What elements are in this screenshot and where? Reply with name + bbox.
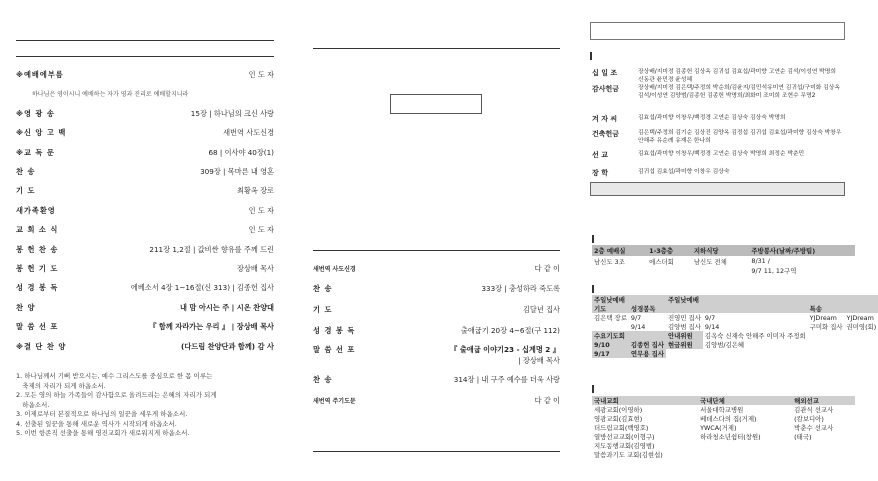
table-cell bbox=[845, 295, 878, 304]
worship-row-label: 성 경 봉 독 bbox=[16, 283, 59, 293]
worship-row bbox=[16, 109, 274, 120]
worship-row-label: 새가족환영 bbox=[16, 205, 56, 215]
worship-row-value: 내 맘 아시는 주 | 시온 찬양대 bbox=[179, 302, 274, 312]
table-cell: 현금위원 bbox=[666, 340, 703, 349]
table-cell: 김종헌 집사 bbox=[630, 341, 664, 349]
table-cell: 진영민 집사 bbox=[668, 314, 701, 322]
table-cell: 김양범 집사 bbox=[668, 323, 701, 331]
offering-names: 장상배/지미정 김종헌 김상옥 김귀섭 김효섭/곽미향 고연순 김석/이성연 박명희 신동관 윤민경 윤성혜 bbox=[638, 69, 836, 83]
worship-row-label: 기 도 bbox=[16, 186, 36, 196]
worship-row bbox=[16, 342, 274, 353]
motto-box bbox=[590, 22, 845, 40]
table-cell bbox=[808, 295, 845, 304]
table-cell: 특송 bbox=[808, 304, 845, 313]
table-cell: 김옥숙 신재숙 안해주 이미자 주정희 bbox=[704, 332, 806, 340]
table-cell bbox=[629, 295, 666, 304]
table-cell: 주일낮예배 bbox=[592, 295, 629, 304]
table-cell bbox=[666, 349, 703, 358]
table-cell: 서울대학교병원 bbox=[700, 406, 744, 414]
table-cell: 지하식당 bbox=[692, 245, 750, 256]
offering-type: 선 교 bbox=[592, 151, 608, 159]
wednesday-row-value: | 장상배 목사 bbox=[518, 356, 560, 365]
mission-title bbox=[592, 385, 597, 394]
wednesday-row bbox=[313, 375, 560, 386]
wednesday-row-label: 말 씀 선 포 bbox=[313, 345, 356, 354]
worship-row-value: 에베소서 4장 1~16절(신 313) | 김종헌 집사 bbox=[130, 283, 274, 293]
table-row bbox=[592, 405, 855, 414]
table-row bbox=[592, 266, 855, 275]
table-cell: 해외선교 bbox=[792, 396, 855, 405]
wednesday-row bbox=[313, 305, 560, 316]
table-cell bbox=[629, 331, 666, 340]
table-cell bbox=[792, 441, 855, 450]
worship-row bbox=[16, 128, 274, 139]
prayer-line: 축제의 자리가 되게 하옵소서. bbox=[16, 381, 106, 390]
wednesday-row bbox=[313, 326, 560, 337]
table-row bbox=[592, 304, 878, 313]
online-account bbox=[590, 182, 845, 196]
table-row bbox=[592, 349, 878, 358]
table-cell bbox=[703, 304, 808, 313]
table-cell: 하라청소년쉼터(창원) bbox=[700, 433, 761, 441]
wednesday-row-label: 찬 송 bbox=[313, 375, 333, 384]
worship-row-label: ※예배에부름 bbox=[16, 70, 64, 79]
table-cell: (캄보디아) bbox=[794, 415, 824, 423]
table-cell bbox=[845, 340, 878, 349]
prayer-line: 1. 하나님께서 기뻐 받으시는, 예수 그리스도를 중심으로 한 몸 이루는 bbox=[16, 372, 213, 380]
next-week-table bbox=[592, 295, 877, 358]
wednesday-row-value: 김달년 집사 bbox=[522, 305, 560, 314]
table-cell: YJDream bbox=[846, 313, 874, 322]
worship-row-label: ※신 앙 고 백 bbox=[16, 128, 67, 138]
table-cell bbox=[698, 441, 792, 450]
worship-row bbox=[16, 148, 274, 159]
worship-row-value: 장상배 목사 bbox=[236, 264, 274, 273]
table-cell: YWCA(거제) bbox=[700, 424, 737, 432]
table-cell: 성경봉독 bbox=[629, 304, 666, 313]
wednesday-row bbox=[313, 284, 560, 295]
worship-row bbox=[16, 89, 274, 100]
worship-row-value: 『 함께 자라가는 우리 』 | 장상배 목사 bbox=[149, 322, 274, 332]
table-cell: 말씀과기도 교회(김현섭) bbox=[594, 451, 663, 459]
table bbox=[592, 295, 878, 358]
table-cell bbox=[808, 340, 845, 349]
offering-type: 겨 자 씨 bbox=[592, 115, 618, 123]
table-cell: 기도 bbox=[592, 304, 629, 313]
worship-row-label: 찬 송 bbox=[16, 167, 36, 176]
event-box-frame bbox=[390, 94, 482, 114]
table-cell: 1-3층층 bbox=[647, 245, 692, 256]
worship-row-value: 309장 | 목마른 내 영혼 bbox=[200, 167, 274, 176]
offering-title bbox=[590, 52, 595, 61]
table-cell: 지도동행교회(김영범) bbox=[594, 442, 655, 450]
worship-row-value: 최황옥 장로 bbox=[236, 186, 274, 196]
worship-row bbox=[16, 303, 274, 314]
worship-row-value: 15장 | 하나님의 크신 사랑 bbox=[190, 108, 274, 118]
benediction-row bbox=[16, 456, 274, 467]
prayer-line: 2. 모든 영의 하늘 가족들이 감사함으로 올려드리는 은혜의 자리가 되게 bbox=[16, 391, 217, 399]
offering-type: 건축헌금 bbox=[592, 130, 620, 138]
table-cell: 9/14 bbox=[630, 322, 646, 331]
serve-table bbox=[592, 245, 855, 275]
table bbox=[592, 245, 855, 275]
wednesday-row-value: 333장 | 충성하라 죽도록 bbox=[481, 284, 560, 293]
worship-row-value: 인 도 자 bbox=[248, 205, 274, 215]
table-cell bbox=[666, 304, 703, 313]
table-cell: 8/31 / bbox=[751, 257, 770, 265]
worship-row-label: ※결 단 찬 양 bbox=[16, 341, 67, 351]
worship-row-label: 봉 헌 찬 송 bbox=[16, 244, 59, 254]
offering-type: 십 일 조 bbox=[592, 69, 618, 77]
worship-row-value: 211장 1,2절 | 값비싼 향유를 주께 드린 bbox=[149, 244, 274, 254]
wednesday-row-value: 『 출애굽 이야기23 - 십계명 2 』 bbox=[450, 345, 560, 354]
table-cell bbox=[703, 295, 808, 304]
table-row bbox=[592, 340, 878, 349]
wednesday-row bbox=[313, 356, 560, 367]
worship-row-label: ※영 광 송 bbox=[16, 108, 55, 118]
worship-row-value: 하나님은 영이시니 예배하는 자가 영과 진리로 예배할지니라 bbox=[32, 91, 189, 99]
worship-row-label: ※교 독 문 bbox=[16, 147, 55, 157]
table-cell bbox=[792, 450, 855, 459]
wednesday-row-label: 새번역 주기도문 bbox=[313, 398, 356, 405]
worship-row bbox=[16, 225, 274, 236]
prayer-line: 4. 선출된 일꾼을 통해 새로운 역사가 시작되게 하옵소서. bbox=[16, 419, 177, 428]
worship-row-value: (다드림 찬양단과 함께) 감 사 bbox=[181, 341, 274, 351]
table-cell: 국내교회 bbox=[592, 396, 698, 405]
wednesday-row-label: 찬 송 bbox=[313, 284, 333, 293]
worship-row bbox=[16, 186, 274, 197]
table-row bbox=[592, 245, 855, 256]
worship-row bbox=[16, 245, 274, 256]
table-cell bbox=[592, 322, 629, 331]
table-row bbox=[592, 396, 855, 405]
afternoon-and-wednesday-column bbox=[295, 0, 570, 481]
table-cell: 주방봉사(날짜/주방팀) bbox=[749, 245, 855, 256]
table-cell bbox=[845, 331, 878, 340]
worship-row-label: 봉 헌 기 도 bbox=[16, 264, 59, 273]
worship-row-value: 68 | 이사야 40장(1) bbox=[208, 147, 274, 157]
worship-row bbox=[16, 206, 274, 217]
worship-row bbox=[16, 167, 274, 178]
table-cell bbox=[703, 349, 808, 358]
table-cell bbox=[647, 266, 692, 275]
table-row bbox=[592, 256, 855, 266]
wednesday-row-value: 다 같 이 bbox=[534, 396, 560, 405]
worship-row bbox=[16, 322, 274, 333]
table-cell bbox=[592, 266, 647, 275]
table-cell: 구미화 집사 bbox=[809, 323, 843, 331]
table-cell: 김은택 장로 bbox=[594, 314, 627, 322]
table-cell: 박춘수 선교사 bbox=[794, 424, 834, 432]
table-cell: 김양범/김은혜 bbox=[704, 341, 745, 349]
table-cell: 9/7 bbox=[630, 313, 642, 322]
table-cell bbox=[692, 266, 750, 275]
wednesday-row-value: 출애굽기 20장 4~6절(구 112) bbox=[460, 326, 560, 335]
sunday-morning-service-column bbox=[0, 0, 290, 481]
worship-row bbox=[16, 283, 274, 294]
table-row bbox=[592, 295, 878, 304]
serve-title bbox=[592, 235, 597, 244]
table-cell: YJDream bbox=[809, 313, 837, 322]
table-cell: 베데스다의 집(거제) bbox=[700, 415, 757, 423]
wednesday-row-label: 성 경 봉 독 bbox=[313, 326, 356, 335]
offering-and-service-column bbox=[580, 0, 877, 481]
table-row bbox=[592, 322, 878, 331]
table-cell: 권미영(회) bbox=[846, 323, 877, 331]
wednesday-row bbox=[313, 396, 560, 407]
table-cell: 주일낮예배 bbox=[666, 295, 703, 304]
table-cell: 9/7 11, 12구역 bbox=[751, 267, 797, 275]
table-cell bbox=[698, 450, 792, 459]
table-cell: 안내위원 bbox=[666, 331, 703, 340]
table-row bbox=[592, 414, 855, 423]
offering-type: 장 학 bbox=[592, 169, 608, 177]
wednesday-row-label: 새번역 사도신경 bbox=[313, 266, 356, 273]
table-cell: 에스더회 bbox=[649, 257, 674, 266]
table-cell: 2층 예배실 bbox=[592, 245, 647, 256]
worship-row-label: 찬 양 bbox=[16, 302, 36, 312]
worship-row-value: 새번역 사도신경 bbox=[223, 128, 274, 138]
prayer-line: 3. 이제로부터 본질적으로 하나님의 일꾼을 세우게 하옵소서. bbox=[16, 410, 188, 418]
worship-row bbox=[16, 70, 274, 81]
next-week-title bbox=[592, 285, 597, 294]
table-cell: 연무용 집사 bbox=[630, 350, 664, 358]
worship-row-label: 말 씀 선 포 bbox=[16, 322, 59, 332]
table-cell bbox=[808, 349, 845, 358]
table-cell: 영광교회(김효현) bbox=[594, 415, 643, 423]
worship-row-label: 교 회 소 식 bbox=[16, 225, 59, 235]
table-cell: 열방선교교회(이형구) bbox=[594, 433, 655, 441]
offering-names: 김귀섭 김효섭/곽미향 이창우 김상숙 bbox=[638, 169, 730, 175]
worship-row-value: 인 도 자 bbox=[248, 70, 274, 79]
table-cell bbox=[845, 304, 878, 313]
table-cell: 수요기도회 bbox=[592, 331, 629, 340]
wednesday-row bbox=[313, 345, 560, 356]
table-cell: 더드림교회(백영호) bbox=[594, 424, 649, 432]
table-cell: 9/10 bbox=[592, 340, 629, 349]
table-cell: (태국) bbox=[794, 433, 812, 441]
offering-type: 감사헌금 bbox=[592, 85, 620, 93]
offering-names: 김은택/주정희 김기순 김상진 김양옥 김정섭 김귀섭 김효섭/곽미향 김상숙 박창우 안해주 유순례 유재은 한나희 bbox=[638, 130, 842, 144]
table-cell bbox=[808, 331, 845, 340]
prayer-line: 5. 이번 항존직 선출을 통해 영진교회가 새로워지게 하옵소서. bbox=[16, 429, 190, 437]
offering-names: 장상배/지미정 김은택/주정희 박순희/김윤지/김민석유미연 김귀섭/구미화 김상옥 김석/이성연 김양범/김종헌 김종헌 박명희/최화미 조미희 조현수 무명2 bbox=[638, 85, 840, 99]
wednesday-row bbox=[313, 264, 560, 275]
wednesday-row-label: 기 도 bbox=[313, 305, 333, 314]
worship-row bbox=[16, 264, 274, 275]
table-row bbox=[592, 331, 878, 340]
table-cell: 국내단체 bbox=[698, 396, 792, 405]
prayer-line: 하옵소서. bbox=[16, 400, 50, 409]
wednesday-row-value: 314장 | 내 구주 예수를 더욱 사랑 bbox=[453, 375, 560, 384]
table-cell: 9/7 bbox=[704, 313, 716, 322]
table-cell: 김관식 선교사 bbox=[794, 406, 834, 414]
offering-names: 김효섭/곽미향 이창우/백정경 고연순 김상숙 박명희 최정순 박춘민 bbox=[638, 151, 805, 157]
table-row bbox=[592, 313, 878, 322]
table-cell: 남신도 3조 bbox=[594, 257, 625, 266]
table bbox=[592, 396, 855, 459]
table-row bbox=[592, 441, 855, 450]
table-cell: 남신도 전체 bbox=[693, 257, 727, 266]
table-row bbox=[592, 423, 855, 432]
mission-table bbox=[592, 396, 855, 459]
table-cell: 9/17 bbox=[592, 349, 629, 358]
worship-row-value: 인 도 자 bbox=[248, 225, 274, 235]
wednesday-row-value: 다 같 이 bbox=[534, 264, 560, 273]
prayer-list bbox=[16, 372, 286, 439]
table-cell: 세광교회(이영하) bbox=[594, 406, 643, 414]
table-cell bbox=[845, 349, 878, 358]
table-row bbox=[592, 450, 855, 459]
offering-names: 김효섭/곽미향 이창우/백정경 고연순 김상숙 김상숙 박명희 bbox=[638, 115, 786, 121]
table-cell: 9/14 bbox=[704, 322, 720, 331]
table-row bbox=[592, 432, 855, 441]
